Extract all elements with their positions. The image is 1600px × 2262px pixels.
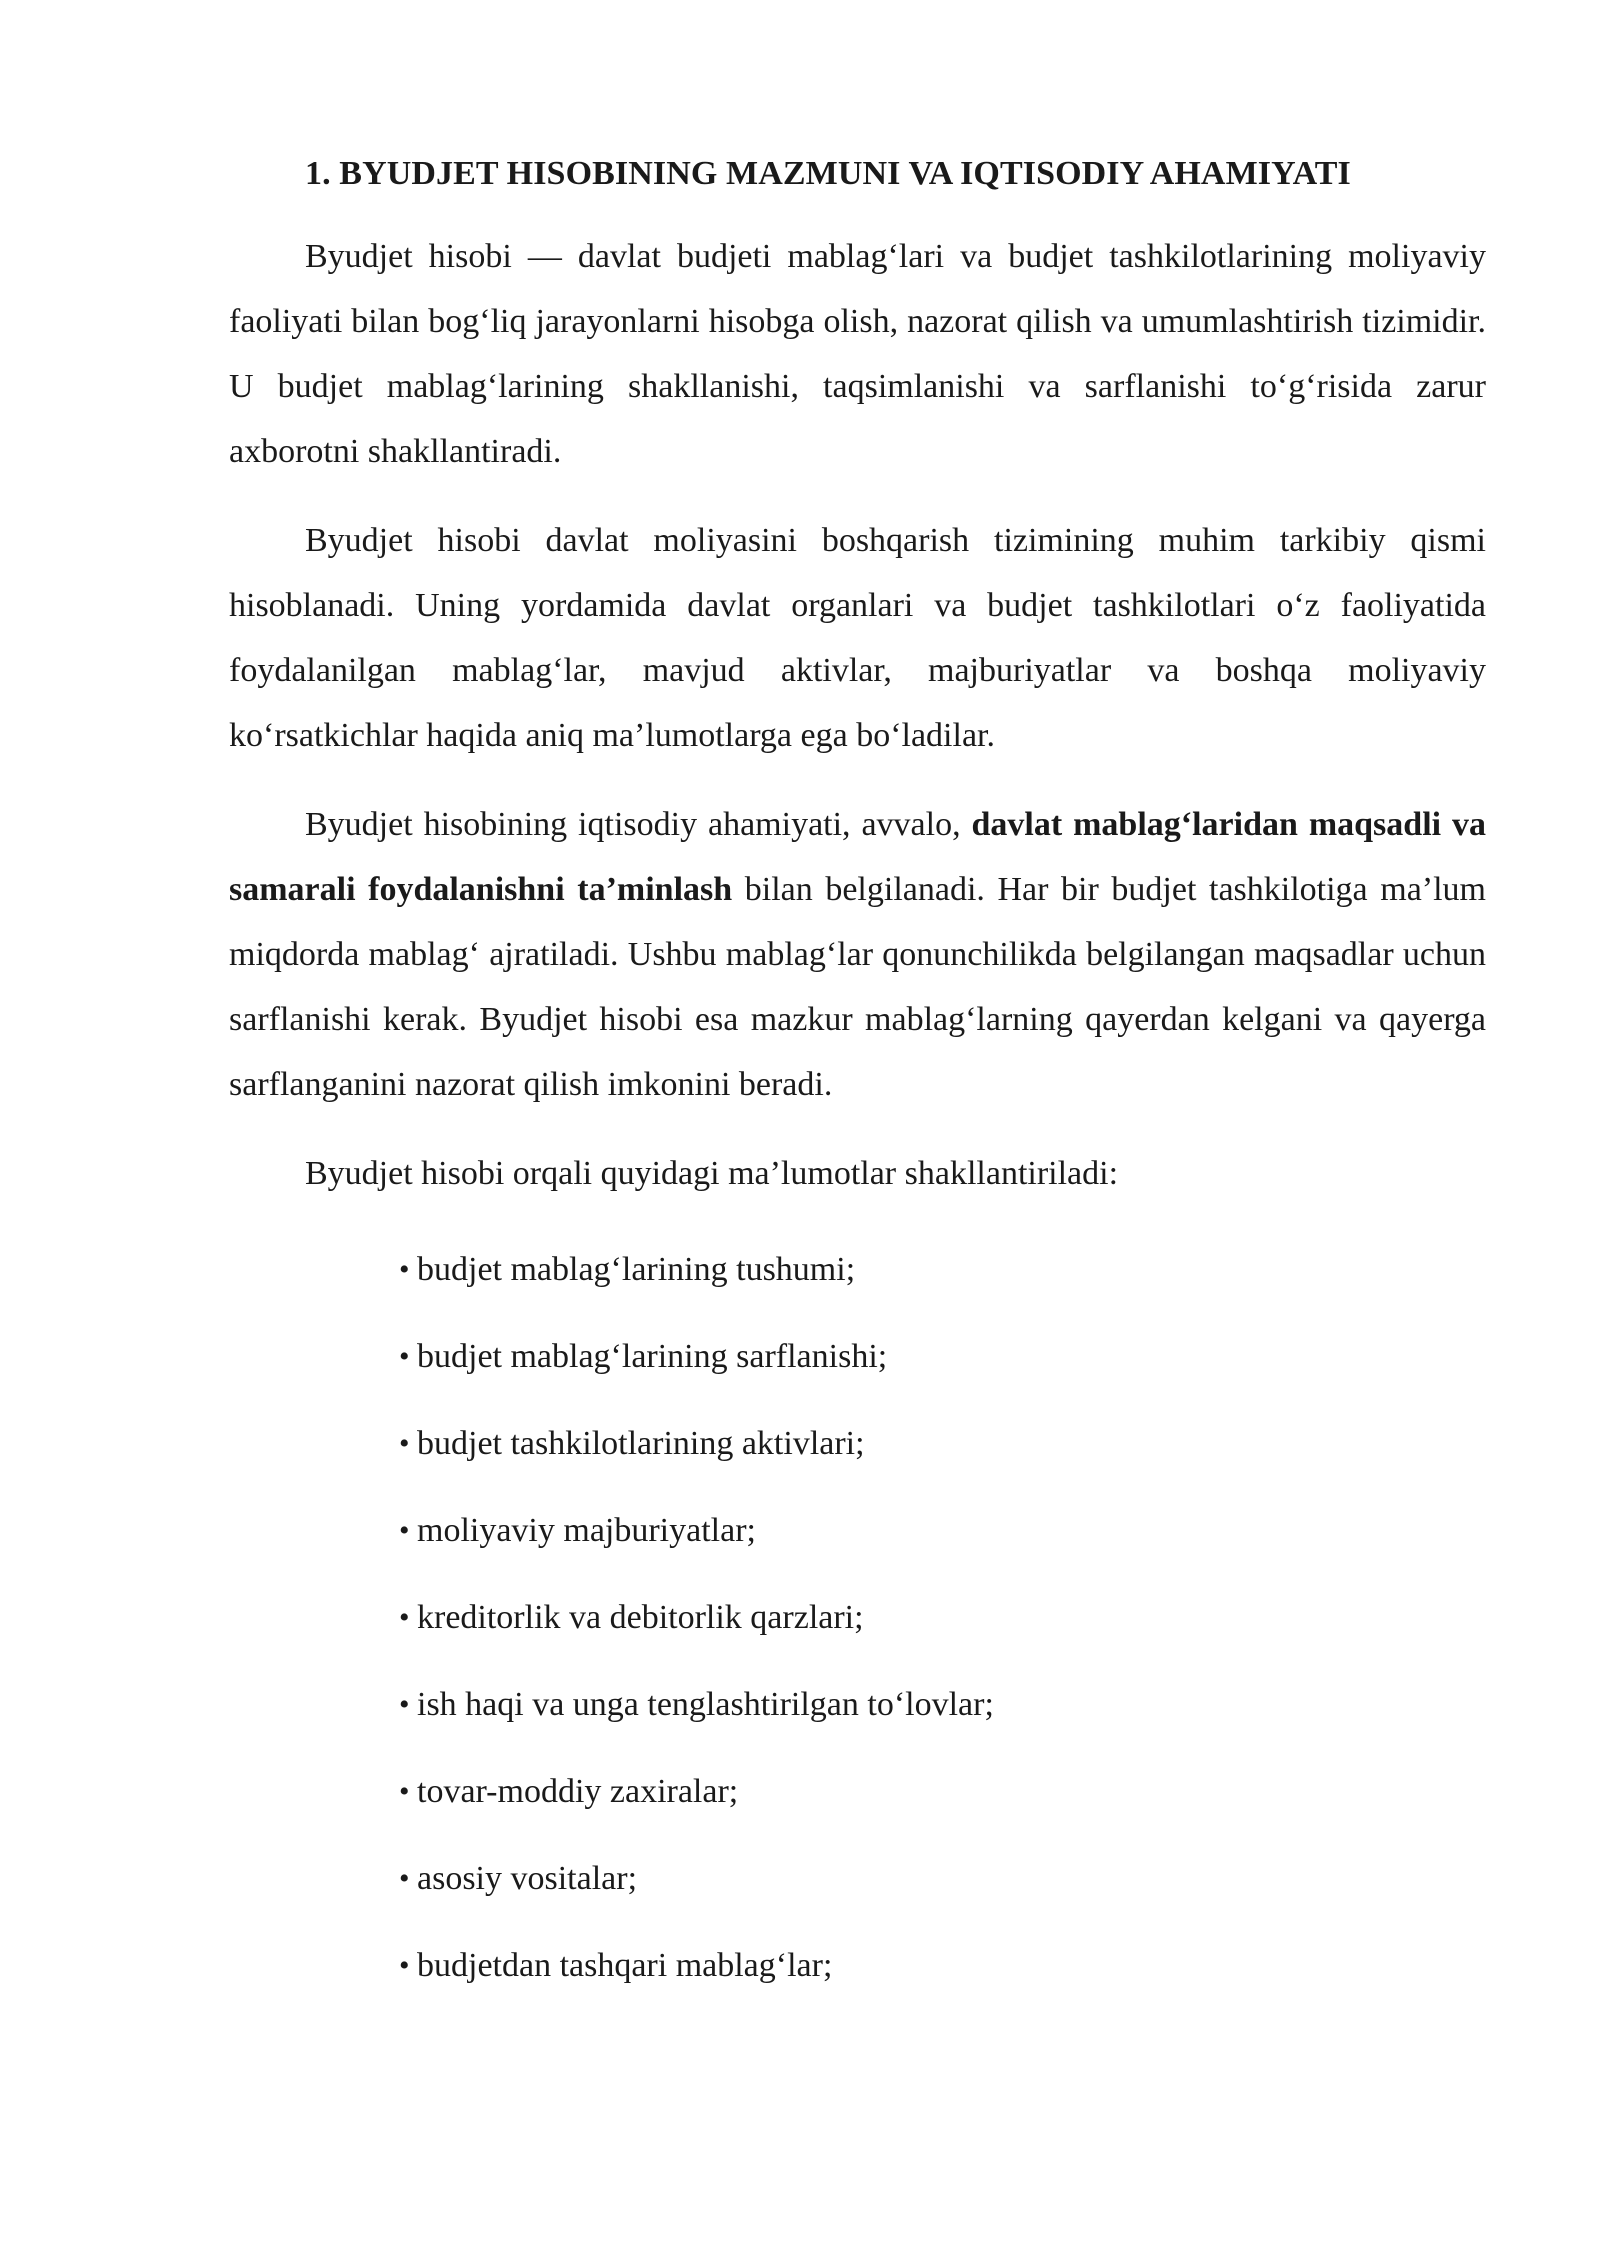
paragraph-bold-phrase: davlat mablag‘laridan maqsadli va samarali foydalanishni ta’minlash: [229, 806, 1487, 908]
list-item-text: budjet tashkilotlarining aktivlari;: [417, 1425, 865, 1462]
paragraph-text-start: Byudjet hisobining iqtisodiy ahamiyati, avvalo,: [305, 806, 972, 843]
bullet-icon: •: [399, 1601, 410, 1634]
list-item: [229, 1487, 1486, 1574]
list-item-text: budjet mablag‘larining sarflanishi;: [417, 1338, 888, 1375]
paragraph-economic-significance: [229, 792, 1486, 1117]
information-list: [229, 1226, 1486, 2009]
bullet-icon: •: [399, 1862, 410, 1895]
bullet-icon: •: [399, 1514, 410, 1547]
list-item: [229, 1748, 1486, 1835]
bullet-icon: •: [399, 1340, 410, 1373]
bullet-icon: •: [399, 1775, 410, 1808]
list-item: [229, 1661, 1486, 1748]
paragraph-text-end: bilan belgilanadi. Har bir budjet tashkilotiga ma’lum miqdorda mablag‘ ajratiladi. Ushbu mablag‘lar qonunchilikda belgilangan maqsadlar uchun sarflanishi kerak. Byudjet hisobi esa mazkur mablag‘larning qayerdan kelgani va qayerga sarflanganini nazorat qilish imkonini beradi.: [229, 871, 1486, 1103]
paragraph-list-intro: Byudjet hisobi orqali quyidagi ma’lumotlar shakllantiriladi:: [305, 1155, 1119, 1192]
list-item-text: kreditorlik va debitorlik qarzlari;: [417, 1599, 864, 1636]
list-item-text: budjetdan tashqari mablag‘lar;: [417, 1947, 833, 1984]
bullet-icon: •: [399, 1949, 410, 1982]
list-item: [229, 1400, 1486, 1487]
list-item-text: asosiy vositalar;: [417, 1860, 638, 1897]
page-content: [229, 148, 1486, 2009]
list-item: [229, 1574, 1486, 1661]
bullet-icon: •: [399, 1427, 410, 1460]
list-item-text: budjet mablag‘larining tushumi;: [417, 1251, 856, 1288]
paragraph-definition: Byudjet hisobi — davlat budjeti mablag‘lari va budjet tashkilotlarining moliyaviy faoliyati bilan bog‘liq jarayonlarni hisobga olish, nazorat qilish va umumlashtirish tizimidir. U budjet mablag‘larining shakllanishi, taqsimlanishi va sarflanishi to‘g‘risida zarur axborotni shakllantiradi.: [229, 238, 1486, 470]
bullet-icon: •: [399, 1253, 410, 1286]
list-item-text: moliyaviy majburiyatlar;: [417, 1512, 756, 1549]
list-item: [229, 1922, 1486, 2009]
list-item-text: tovar-moddiy zaxiralar;: [417, 1773, 739, 1810]
paragraph-importance: Byudjet hisobi davlat moliyasini boshqarish tizimining muhim tarkibiy qismi hisoblanadi. Uning yordamida davlat organlari va budjet tashkilotlari o‘z faoliyatida foydalanilgan mablag‘lar, mavjud aktivlar, majburiyatlar va boshqa moliyaviy ko‘rsatkichlar haqida aniq ma’lumotlarga ega bo‘ladilar.: [229, 522, 1486, 754]
list-item: [229, 1226, 1486, 1313]
section-heading: 1. BYUDJET HISOBINING MAZMUNI VA IQTISODIY AHAMIYATI: [305, 155, 1351, 192]
list-item: [229, 1835, 1486, 1922]
list-item-text: ish haqi va unga tenglashtirilgan to‘lovlar;: [417, 1686, 994, 1723]
bullet-icon: •: [399, 1688, 410, 1721]
list-item: [229, 1313, 1486, 1400]
